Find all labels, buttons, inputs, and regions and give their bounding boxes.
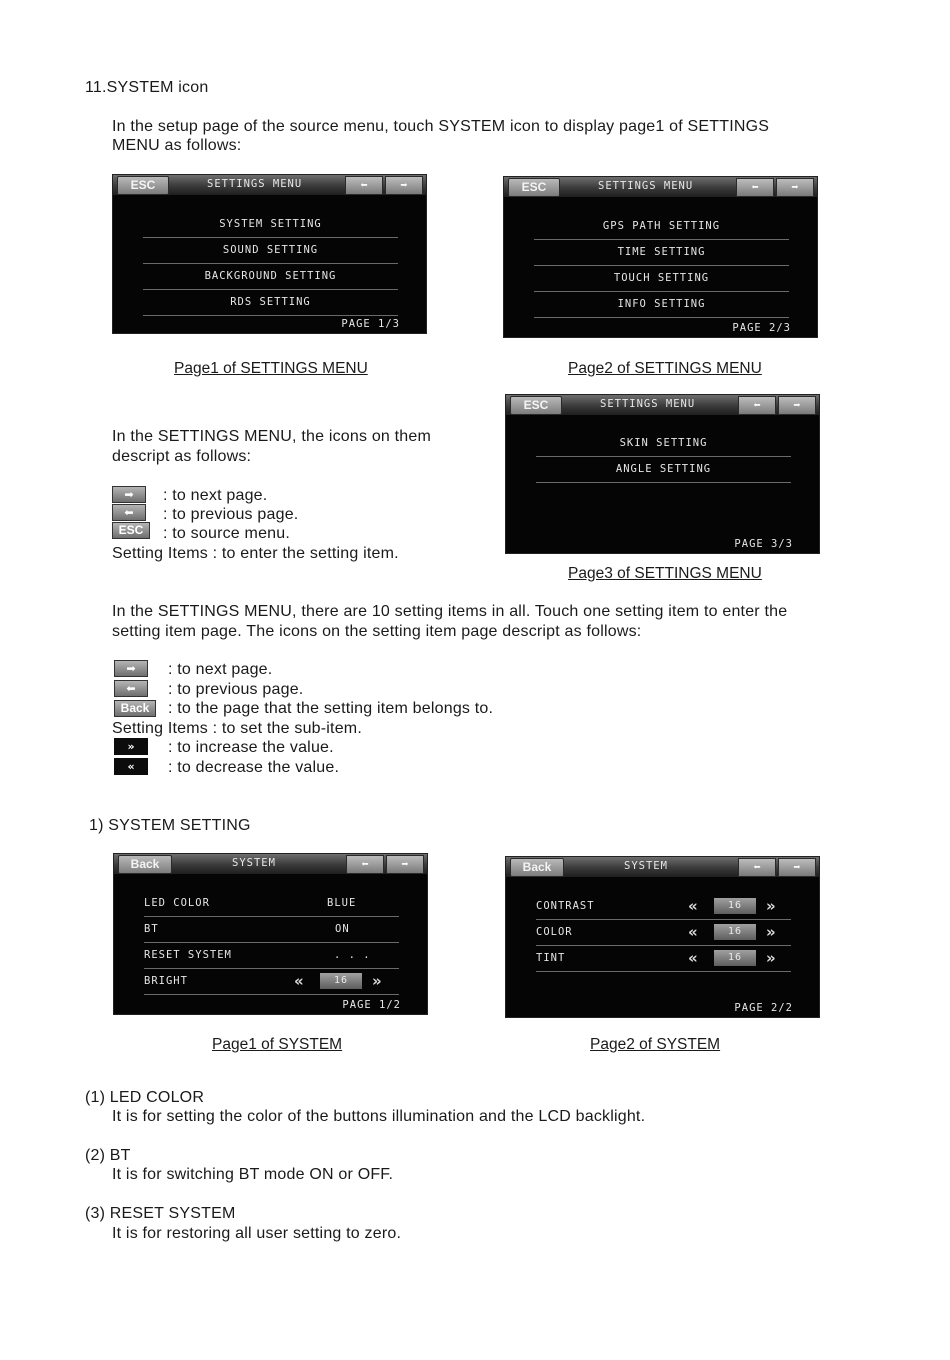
setting-value: BLUE	[327, 897, 357, 909]
caption: Page2 of SYSTEM	[590, 1036, 721, 1053]
prev-page-button[interactable]	[738, 396, 776, 415]
page-indicator: PAGE 2/2	[734, 1002, 793, 1014]
screen-title: SYSTEM	[624, 860, 668, 872]
settings-menu-page2-screen	[503, 176, 818, 338]
back-button[interactable]: Back	[118, 855, 172, 874]
page-indicator: PAGE 1/3	[341, 318, 400, 330]
setting-row[interactable]	[144, 890, 399, 917]
menu-item[interactable]: ANGLE SETTING	[536, 456, 791, 483]
setting-label: COLOR	[536, 926, 573, 938]
value-display: 16	[714, 950, 756, 966]
arrow-left-icon: ⬅	[112, 504, 146, 521]
setting-label: BRIGHT	[144, 975, 188, 987]
note-title: (2) BT	[85, 1147, 131, 1164]
menu-item[interactable]: BACKGROUND SETTING	[143, 263, 398, 290]
arrow-right-icon: ➡	[400, 178, 408, 192]
setting-label: TINT	[536, 952, 566, 964]
decrease-button[interactable]: «	[294, 972, 305, 990]
note-title: (3) RESET SYSTEM	[85, 1205, 236, 1222]
prev-page-button[interactable]	[346, 855, 384, 874]
decrease-button[interactable]: «	[688, 897, 699, 915]
legend-text: : to next page.	[163, 487, 268, 504]
subsection-heading: 1) SYSTEM SETTING	[89, 817, 251, 834]
esc-button[interactable]: ESC	[508, 178, 560, 197]
caption: Page1 of SETTINGS MENU	[174, 360, 368, 377]
next-page-button[interactable]	[778, 858, 816, 877]
page-indicator: PAGE 2/3	[732, 322, 791, 334]
legend-intro: setting item page. The icons on the setting item page descript as follows:	[112, 623, 642, 640]
setting-row[interactable]	[536, 945, 791, 972]
arrow-right-icon: ➡	[114, 660, 148, 677]
next-page-button[interactable]	[385, 176, 423, 195]
setting-row[interactable]	[144, 968, 399, 995]
note-title: (1) LED COLOR	[85, 1089, 205, 1106]
legend-text: : to source menu.	[163, 525, 291, 542]
esc-button[interactable]: ESC	[510, 396, 562, 415]
arrow-right-icon: ➡	[793, 860, 801, 874]
legend-text: : to previous page.	[163, 506, 299, 523]
intro-text: MENU as follows:	[112, 137, 242, 154]
setting-row[interactable]	[536, 893, 791, 920]
value-display: 16	[714, 898, 756, 914]
screen-title: SETTINGS MENU	[598, 180, 694, 192]
arrow-left-icon: ⬅	[751, 180, 759, 194]
settings-menu-page1-screen	[112, 174, 427, 334]
legend-text: : to decrease the value.	[168, 759, 340, 776]
arrow-left-icon: ⬅	[361, 857, 369, 871]
menu-item[interactable]: SKIN SETTING	[536, 430, 791, 457]
section-heading: 11.SYSTEM icon	[85, 79, 209, 96]
legend-intro: In the SETTINGS MENU, the icons on them	[112, 428, 432, 445]
double-chevron-left-icon: «	[114, 758, 148, 775]
legend-text: : to previous page.	[168, 681, 304, 698]
value-display: 16	[320, 973, 362, 989]
menu-item[interactable]: GPS PATH SETTING	[534, 213, 789, 240]
legend-text: : to increase the value.	[168, 739, 334, 756]
title-bar	[113, 175, 426, 195]
setting-label: LED COLOR	[144, 897, 210, 909]
arrow-right-icon: ➡	[401, 857, 409, 871]
next-page-button[interactable]	[776, 178, 814, 197]
back-button[interactable]: Back	[510, 858, 564, 877]
value-display: 16	[714, 924, 756, 940]
esc-icon: ESC	[112, 522, 150, 539]
note-text: It is for restoring all user setting to zero.	[112, 1225, 402, 1242]
note-text: It is for switching BT mode ON or OFF.	[112, 1166, 394, 1183]
next-page-button[interactable]	[778, 396, 816, 415]
title-bar	[506, 857, 819, 877]
legend-text: Setting Items : to enter the setting item.	[112, 545, 399, 562]
menu-item[interactable]: SOUND SETTING	[143, 237, 398, 264]
setting-label: CONTRAST	[536, 900, 595, 912]
intro-text: In the setup page of the source menu, touch SYSTEM icon to display page1 of SETTINGS	[112, 118, 770, 135]
screen-title: SYSTEM	[232, 857, 276, 869]
setting-row[interactable]	[144, 916, 399, 943]
title-bar	[504, 177, 817, 197]
increase-button[interactable]: »	[766, 949, 777, 967]
caption: Page1 of SYSTEM	[212, 1036, 343, 1053]
setting-value: . . .	[334, 949, 371, 961]
arrow-left-icon: ⬅	[360, 178, 368, 192]
menu-item[interactable]: TOUCH SETTING	[534, 265, 789, 292]
esc-button[interactable]: ESC	[117, 176, 169, 195]
increase-button[interactable]: »	[372, 972, 383, 990]
arrow-left-icon: ⬅	[753, 860, 761, 874]
caption: Page2 of SETTINGS MENU	[568, 360, 762, 377]
menu-item[interactable]: RDS SETTING	[143, 289, 398, 316]
prev-page-button[interactable]	[736, 178, 774, 197]
legend-intro: In the SETTINGS MENU, there are 10 setting items in all. Touch one setting item to enter the	[112, 603, 788, 620]
legend-text: : to next page.	[168, 661, 273, 678]
increase-button[interactable]: »	[766, 923, 777, 941]
prev-page-button[interactable]	[738, 858, 776, 877]
screen-title: SETTINGS MENU	[600, 398, 696, 410]
prev-page-button[interactable]	[345, 176, 383, 195]
page-indicator: PAGE 1/2	[342, 999, 401, 1011]
menu-item[interactable]: TIME SETTING	[534, 239, 789, 266]
decrease-button[interactable]: «	[688, 949, 699, 967]
next-page-button[interactable]	[386, 855, 424, 874]
setting-label: RESET SYSTEM	[144, 949, 232, 961]
system-page1-screen	[113, 853, 428, 1015]
increase-button[interactable]: »	[766, 897, 777, 915]
arrow-right-icon: ➡	[793, 398, 801, 412]
double-chevron-right-icon: »	[114, 738, 148, 755]
caption: Page3 of SETTINGS MENU	[568, 565, 762, 582]
arrow-left-icon: ⬅	[114, 680, 148, 697]
setting-label: BT	[144, 923, 159, 935]
legend-text: : to the page that the setting item belongs to.	[168, 700, 494, 717]
menu-item[interactable]: SYSTEM SETTING	[143, 211, 398, 238]
note-text: It is for setting the color of the buttons illumination and the LCD backlight.	[112, 1108, 646, 1125]
decrease-button[interactable]: «	[688, 923, 699, 941]
arrow-right-icon: ➡	[112, 486, 146, 503]
back-icon: Back	[114, 700, 156, 717]
title-bar	[114, 854, 427, 874]
legend-intro: descript as follows:	[112, 448, 252, 465]
screen-title: SETTINGS MENU	[207, 178, 303, 190]
legend-text: Setting Items : to set the sub-item.	[112, 720, 362, 737]
title-bar	[506, 395, 819, 415]
menu-item[interactable]: INFO SETTING	[534, 291, 789, 318]
settings-menu-page3-screen	[505, 394, 820, 554]
setting-row[interactable]	[536, 919, 791, 946]
arrow-right-icon: ➡	[791, 180, 799, 194]
page-indicator: PAGE 3/3	[734, 538, 793, 550]
system-page2-screen	[505, 856, 820, 1018]
setting-row[interactable]	[144, 942, 399, 969]
setting-value: ON	[335, 923, 350, 935]
arrow-left-icon: ⬅	[753, 398, 761, 412]
